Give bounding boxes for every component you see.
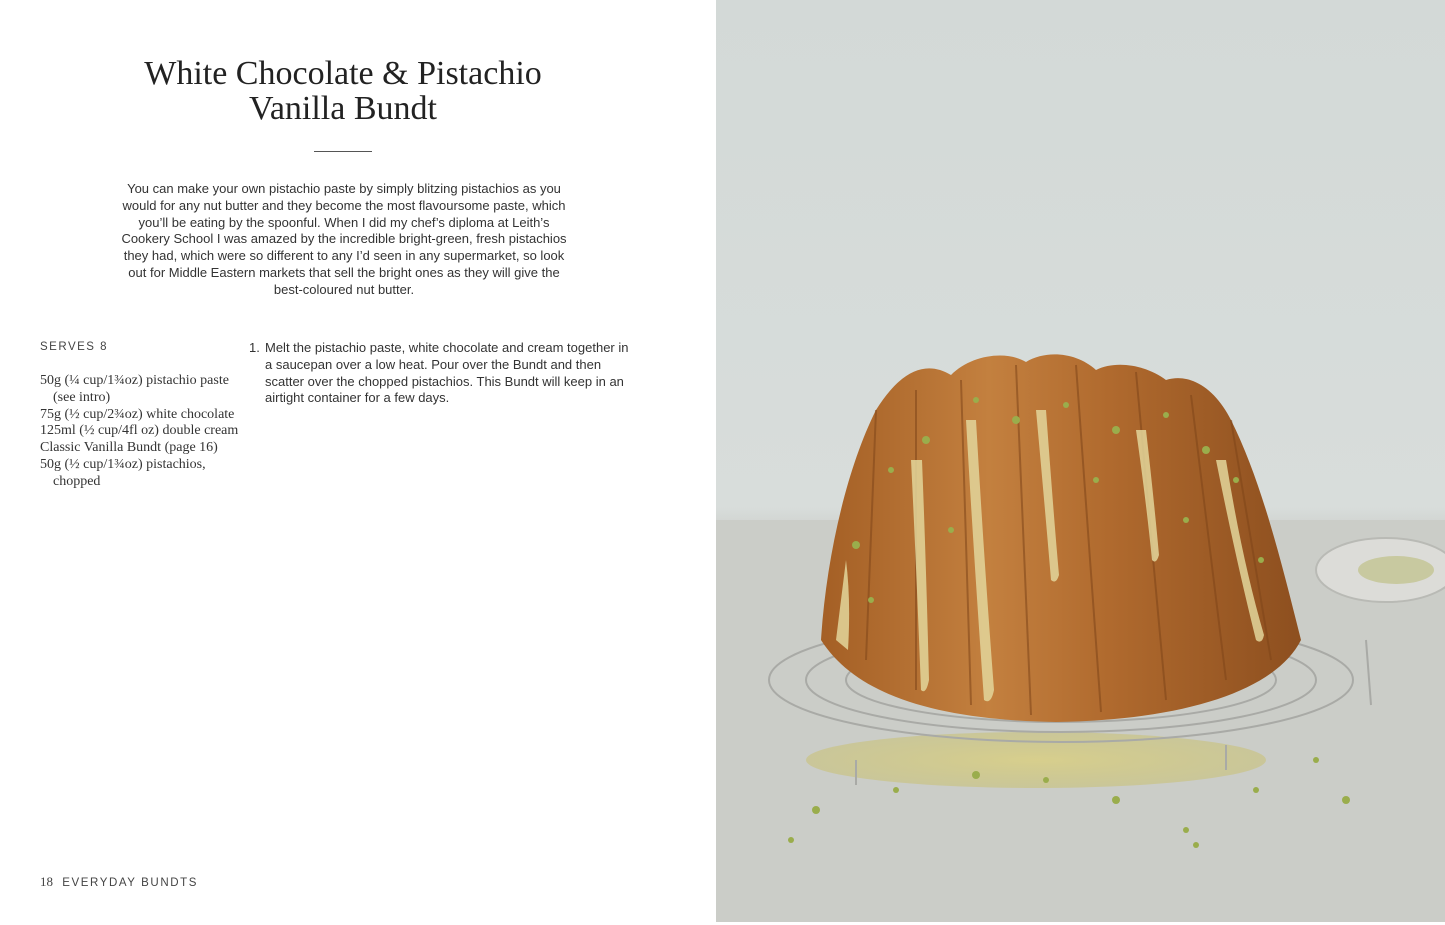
ingredient-item: 50g (½ cup/1¾oz) pistachios, chopped	[40, 456, 206, 489]
left-page	[0, 0, 716, 925]
method-step-number: 1.	[249, 340, 260, 355]
bundt-cake-illustration	[716, 0, 1445, 922]
recipe-title	[0, 56, 686, 126]
ingredient-item: Classic Vanilla Bundt (page 16)	[40, 440, 218, 456]
ingredient-item: 125ml (½ cup/4fl oz) double cream	[40, 423, 239, 439]
recipe-title-line1: White Chocolate & Pistachio	[144, 55, 542, 92]
bundt-cake-photo	[716, 0, 1445, 922]
method-step	[249, 340, 639, 407]
recipe-intro: You can make your own pistachio paste by simply blitzing pistachios as you would for any nut butter and they become the most flavoursome paste, which you’ll be eating by the spoonful. When I did my chef’s diploma at Leith’s Cookery School I was amazed by the incredible bright-green, fresh pistachios they had, which were so different to any I’d seen in any supermarket, so look out for Middle Eastern markets that sell the bright ones as they will give the best-coloured nut butter.	[121, 181, 567, 297]
recipe-title-line2: Vanilla Bundt	[249, 90, 437, 127]
method-step-text: Melt the pistachio paste, white chocolate and cream together in a saucepan over a low heat. Pour over the Bundt and then scatter over the chopped pistachios. This Bundt will keep in an airtight container for a few days.	[265, 340, 629, 406]
page-footer	[40, 874, 198, 890]
ingredient-item: 75g (½ cup/2¾oz) white chocolate	[40, 406, 235, 422]
ingredients-list	[40, 373, 240, 491]
section-name: EVERYDAY BUNDTS	[62, 877, 199, 889]
ingredient-item: 50g (¼ cup/1¾oz) pistachio paste (see intro)	[40, 373, 229, 405]
method-list	[249, 340, 639, 407]
serves-label: SERVES 8	[40, 341, 109, 353]
glaze-pool	[806, 732, 1266, 788]
title-divider	[314, 151, 372, 152]
page-number: 18	[40, 874, 53, 889]
plate-pistachios	[1358, 556, 1434, 584]
